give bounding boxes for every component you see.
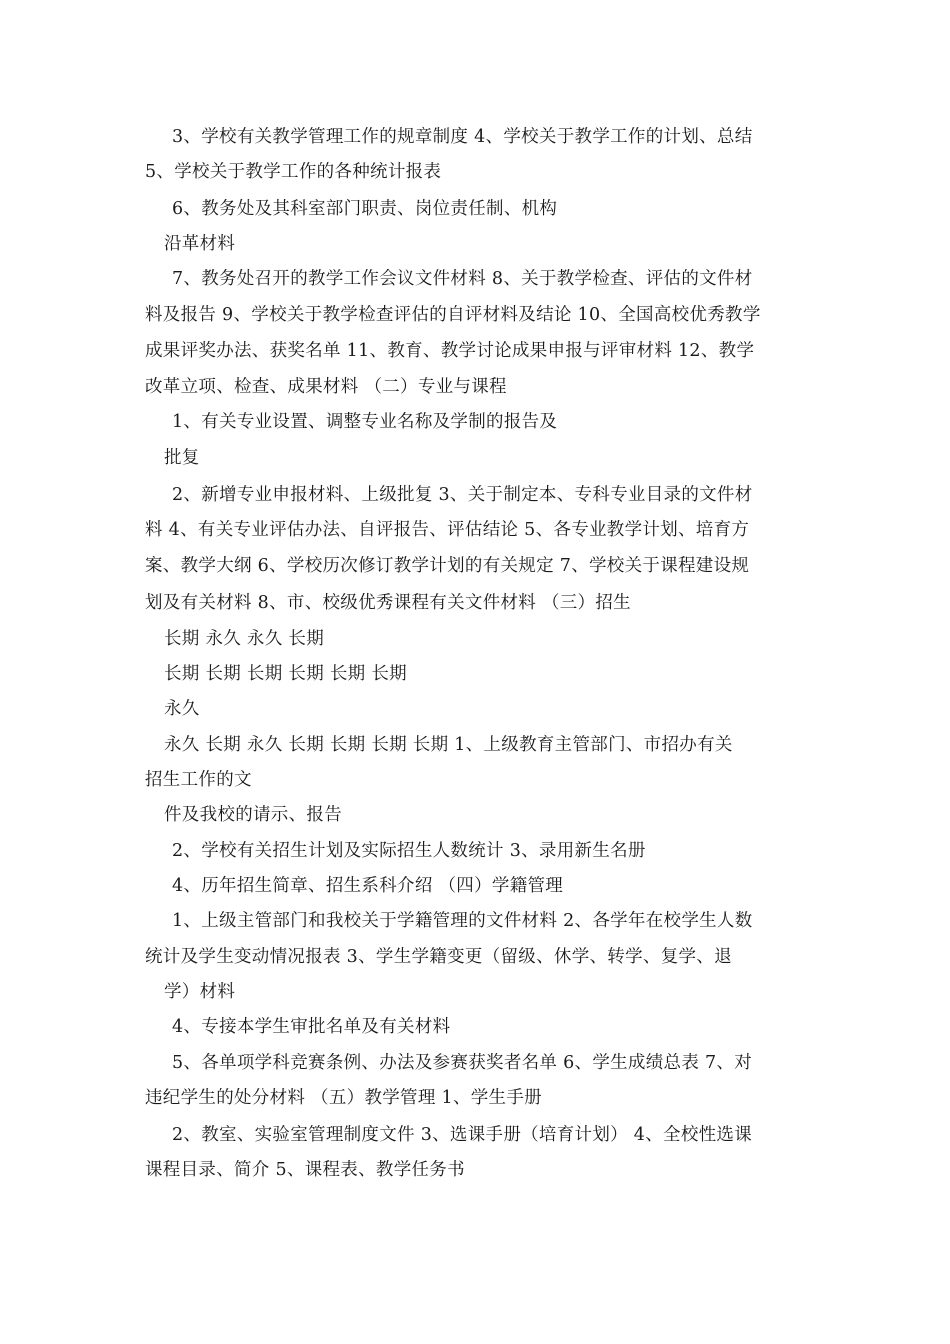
text-line-29: 2、教室、实验室管理制度文件 3、选课手册（培育计划） 4、全校性选课	[172, 1125, 753, 1145]
text-line-7: 成果评奖办法、获奖名单 11、教育、教学讨论成果申报与评审材料 12、教学	[145, 341, 755, 361]
text-line-9: 1、有关专业设置、调整专业名称及学制的报告及	[172, 412, 558, 432]
text-line-10: 批复	[164, 448, 200, 468]
text-line-1: 3、学校有关教学管理工作的规章制度 4、学校关于教学工作的计划、总结	[172, 127, 753, 147]
text-line-27: 5、各单项学科竞赛条例、办法及参赛获奖者名单 6、学生成绩总表 7、对	[172, 1053, 753, 1073]
text-line-8: 改革立项、检查、成果材料 （二）专业与课程	[145, 377, 507, 397]
text-line-25: 学）材料	[164, 982, 236, 1002]
text-line-15: 长期 永久 永久 长期	[164, 629, 324, 649]
text-line-3: 6、教务处及其科室部门职责、岗位责任制、机构	[172, 199, 558, 219]
text-line-19: 招生工作的文	[145, 770, 252, 790]
text-line-17: 永久	[164, 699, 200, 719]
text-line-18: 永久 长期 永久 长期 长期 长期 长期 1、上级教育主管部门、市招办有关	[164, 735, 733, 755]
text-line-23: 1、上级主管部门和我校关于学籍管理的文件材料 2、各学年在校学生人数	[172, 911, 753, 931]
text-line-21: 2、学校有关招生计划及实际招生人数统计 3、录用新生名册	[172, 841, 646, 861]
text-line-12: 料 4、有关专业评估办法、自评报告、评估结论 5、各专业教学计划、培育方	[145, 520, 750, 540]
text-line-30: 课程目录、简介 5、课程表、教学任务书	[145, 1160, 465, 1180]
text-line-2: 5、学校关于教学工作的各种统计报表	[145, 162, 442, 182]
text-line-24: 统计及学生变动情况报表 3、学生学籍变更（留级、休学、转学、复学、退	[145, 947, 732, 967]
text-line-20: 件及我校的请示、报告	[164, 805, 342, 825]
text-line-26: 4、专接本学生审批名单及有关材料	[172, 1017, 451, 1037]
text-line-22: 4、历年招生简章、招生系科介绍 （四）学籍管理	[172, 876, 564, 896]
text-line-5: 7、教务处召开的教学工作会议文件材料 8、关于教学检查、评估的文件材	[172, 269, 753, 289]
text-line-28: 违纪学生的处分材料 （五）教学管理 1、学生手册	[145, 1088, 542, 1108]
text-line-14: 划及有关材料 8、市、校级优秀课程有关文件材料 （三）招生	[145, 593, 631, 613]
text-line-4: 沿革材料	[164, 234, 236, 254]
text-line-16: 长期 长期 长期 长期 长期 长期	[164, 664, 407, 684]
text-line-13: 案、教学大纲 6、学校历次修订教学计划的有关规定 7、学校关于课程建设规	[145, 556, 750, 576]
text-line-6: 料及报告 9、学校关于教学检查评估的自评材料及结论 10、全国高校优秀教学	[145, 305, 761, 325]
text-line-11: 2、新增专业申报材料、上级批复 3、关于制定本、专科专业目录的文件材	[172, 485, 753, 505]
